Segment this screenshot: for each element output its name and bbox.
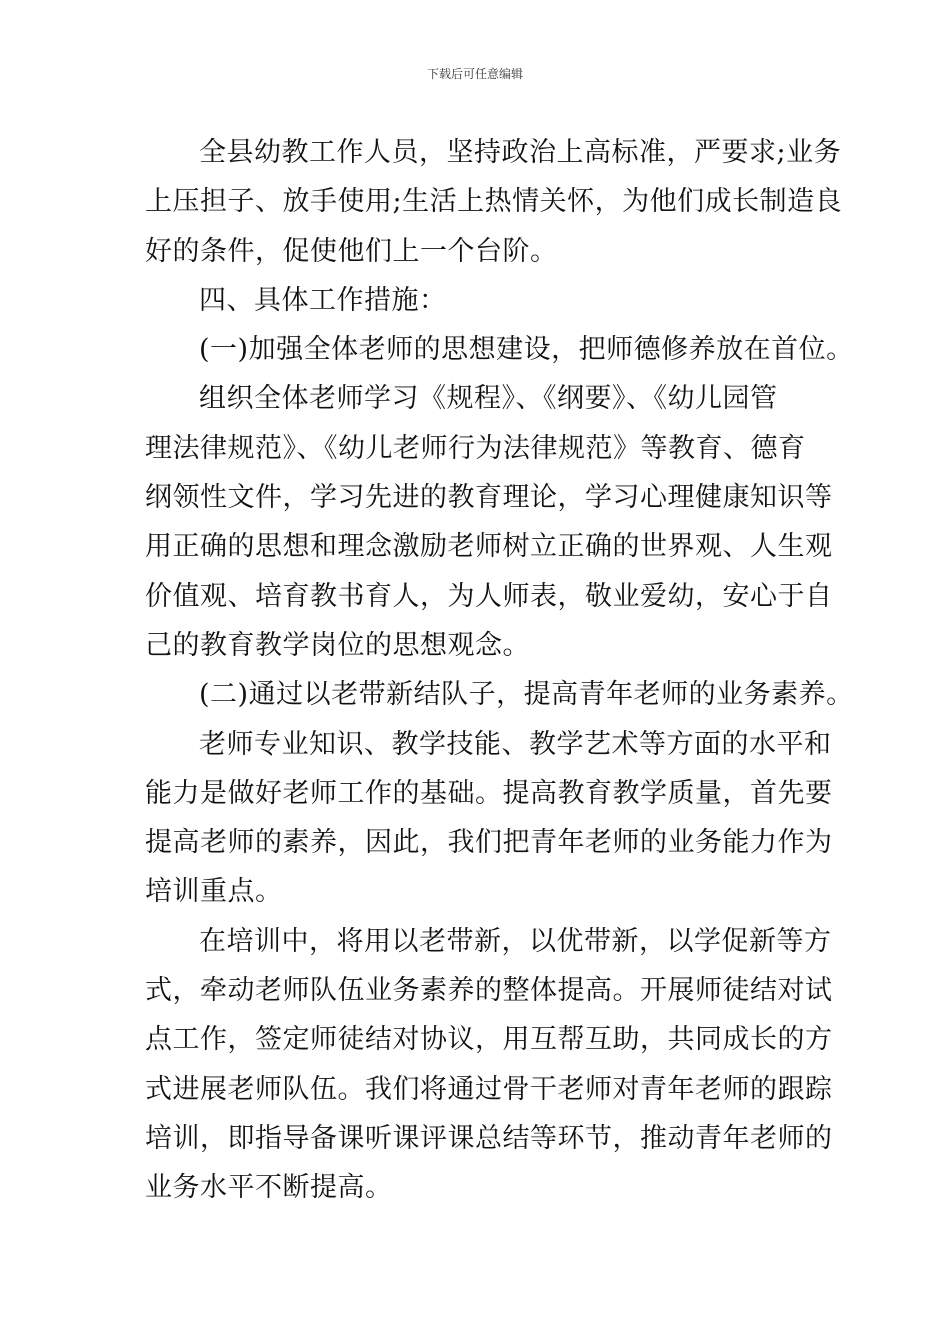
page-header-note: 下载后可任意编辑: [426, 67, 523, 81]
paragraph-line: 培训，即指导备课听课评课总结等环节，推动青年老师的: [145, 1122, 833, 1154]
paragraph-line: 己的教育教学岗位的思想观念。: [145, 629, 530, 661]
paragraph-line: 业务水平不断提高。: [145, 1172, 393, 1204]
paragraph-line: 价值观、培育教书育人，为人师表，敬业爱幼，安心于自: [145, 580, 833, 612]
paragraph-line: 好的条件，促使他们上一个台阶。: [145, 235, 558, 267]
paragraph-line: 式，牵动老师队伍业务素养的整体提高。开展师徒结对试: [145, 975, 833, 1007]
paragraph-line: 老师专业知识、教学技能、教学艺术等方面的水平和: [199, 728, 832, 760]
document-body: [145, 128, 854, 1213]
paragraph-line: 理法律规范》、《幼儿老师行为法律规范》等教育、德育: [145, 432, 806, 464]
paragraph-line: 组织全体老师学习《规程》、《纲要》、《幼儿园管: [199, 383, 778, 415]
subsection-heading: (一)加强全体老师的思想建设，把师德修养放在首位。: [199, 334, 854, 366]
paragraph-line: 在培训中，将用以老带新，以优带新，以学促新等方: [199, 925, 832, 957]
paragraph-line: 点工作，签定师徒结对协议，用互帮互助，共同成长的方: [145, 1024, 833, 1056]
paragraph-line: 全县幼教工作人员，坚持政治上高标准，严要求;业务: [199, 137, 842, 168]
paragraph-line: 能力是做好老师工作的基础。提高教育教学质量，首先要: [145, 777, 833, 809]
paragraph-line: 纲领性文件，学习先进的教育理论，学习心理健康知识等: [145, 482, 833, 514]
paragraph-line: 提高老师的素养，因此，我们把青年老师的业务能力作为: [145, 827, 833, 859]
paragraph-line: 上压担子、放手使用;生活上热情关怀，为他们成长制造良: [145, 186, 843, 218]
section-heading: 四、具体工作措施：: [199, 284, 447, 316]
paragraph-line: 式进展老师队伍。我们将通过骨干老师对青年老师的跟踪: [145, 1073, 833, 1105]
subsection-heading: (二)通过以老带新结队子，提高青年老师的业务素养。: [199, 679, 854, 711]
paragraph-line: 培训重点。: [145, 876, 283, 908]
paragraph-line: 用正确的思想和理念激励老师树立正确的世界观、人生观: [145, 531, 833, 563]
